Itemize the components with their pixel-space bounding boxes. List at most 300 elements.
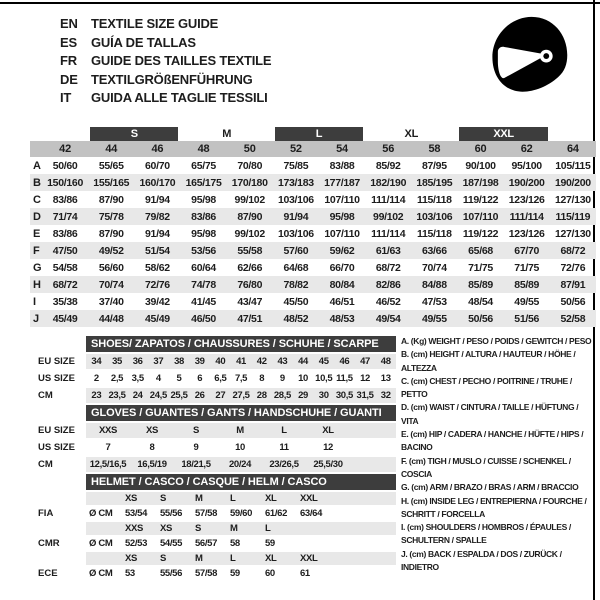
row-label bbox=[30, 522, 86, 535]
row-label: EU SIZE bbox=[38, 356, 75, 367]
gloves-row bbox=[30, 457, 402, 472]
textile-cell: 83/86 bbox=[52, 227, 78, 240]
textile-cell: 56/60 bbox=[98, 261, 124, 274]
helmet-cells bbox=[86, 567, 396, 580]
row-filler bbox=[335, 552, 396, 565]
gloves-cell: XL bbox=[322, 425, 334, 436]
shoes-cell: 24 bbox=[132, 390, 143, 401]
shoes-cell: 8 bbox=[259, 373, 265, 384]
textile-cell: 111/114 bbox=[504, 208, 550, 225]
column-header: 52 bbox=[273, 141, 319, 157]
textile-cell: 83/86 bbox=[180, 208, 226, 225]
textile-cell: 127/130 bbox=[554, 193, 591, 206]
textile-cell: 103/106 bbox=[411, 208, 457, 225]
textile-cell: 107/110 bbox=[324, 193, 360, 206]
textile-cell: 65/75 bbox=[191, 159, 216, 172]
textile-cell: 64/68 bbox=[283, 261, 309, 274]
shoes-row bbox=[30, 354, 402, 369]
textile-cell: 47/51 bbox=[227, 310, 273, 327]
helmet-row bbox=[30, 537, 402, 550]
gloves-row bbox=[30, 423, 402, 438]
helmet-cell: XXL bbox=[300, 493, 318, 504]
helmet-cell: L bbox=[230, 553, 236, 564]
textile-cell: 68/72 bbox=[375, 261, 401, 274]
shoes-table bbox=[30, 354, 402, 403]
textile-cell: 59/62 bbox=[319, 242, 365, 259]
shoes-cell: 34 bbox=[91, 356, 102, 367]
textile-cell: 68/72 bbox=[550, 242, 596, 259]
textile-cell: 41/45 bbox=[191, 295, 216, 308]
textile-cell: 115/119 bbox=[550, 208, 596, 225]
shoes-cell: 28,5 bbox=[273, 390, 291, 401]
helmet-cell: 57/58 bbox=[195, 508, 218, 519]
language-header bbox=[60, 15, 271, 108]
helmet-cell: 55/56 bbox=[160, 508, 183, 519]
gloves-cell: 7 bbox=[105, 442, 111, 453]
column-header: 64 bbox=[550, 141, 596, 157]
row-letter: B bbox=[30, 174, 42, 191]
legend-item: E. (cm) HIP / CADERA / HANCHE / HÜFTE / HIPS / BACINO bbox=[401, 429, 584, 453]
textile-cell: 87/91 bbox=[550, 276, 596, 293]
textile-cell: 51/54 bbox=[134, 242, 180, 259]
textile-cell: 85/92 bbox=[375, 159, 401, 172]
textile-cell: 45/50 bbox=[283, 295, 309, 308]
textile-cell: 127/130 bbox=[554, 227, 591, 240]
textile-cell: 75/85 bbox=[283, 159, 309, 172]
textile-cell: 44/48 bbox=[88, 310, 134, 327]
row-letter: F bbox=[30, 242, 42, 259]
gloves-cell: 9 bbox=[193, 442, 199, 453]
legend-item: A. (Kg) WEIGHT / PESO / POIDS / GEWITCH / PESO bbox=[401, 336, 592, 346]
gloves-table bbox=[30, 423, 402, 472]
textile-cell: 46/50 bbox=[180, 310, 226, 327]
row-letter: D bbox=[30, 208, 42, 225]
size-group-cell bbox=[88, 126, 180, 141]
textile-cell: 115/118 bbox=[417, 193, 452, 206]
textile-cell: 51/56 bbox=[504, 310, 550, 327]
row-filler bbox=[335, 537, 396, 550]
size-group-cell bbox=[42, 126, 88, 141]
row-label bbox=[30, 492, 86, 505]
helmet-cell: M bbox=[195, 493, 203, 504]
textile-row-F bbox=[30, 242, 596, 259]
language-code: EN bbox=[60, 16, 78, 31]
textile-cell: 65/68 bbox=[457, 242, 503, 259]
measurement-legend bbox=[401, 335, 592, 574]
size-group-m: M bbox=[222, 127, 232, 140]
gloves-cell: 8 bbox=[149, 442, 155, 453]
helmet-cell: 61 bbox=[300, 568, 310, 579]
gloves-cell: M bbox=[236, 425, 244, 436]
unit-label bbox=[86, 522, 125, 535]
row-filler bbox=[350, 440, 396, 455]
helmet-cells bbox=[86, 537, 396, 550]
shoes-cell: 47 bbox=[360, 356, 370, 367]
textile-cell: 60/64 bbox=[191, 261, 216, 274]
textile-cell: 95/98 bbox=[191, 193, 216, 206]
language-label: TEXTILGRÖßENFÜHRUNG bbox=[91, 71, 253, 87]
shoes-cell: 11,5 bbox=[336, 373, 353, 384]
textile-row-H bbox=[30, 276, 596, 293]
row-label: EU SIZE bbox=[38, 425, 75, 436]
shoes-cell: 2 bbox=[93, 373, 99, 384]
helmet-cell: M bbox=[195, 553, 203, 564]
helmet-row bbox=[30, 507, 402, 520]
helmet-cell: XL bbox=[265, 493, 277, 504]
textile-row-J bbox=[30, 310, 596, 327]
textile-cell: 150/160 bbox=[42, 174, 88, 191]
size-group-row bbox=[30, 126, 596, 141]
shoes-cell: 27 bbox=[215, 390, 226, 401]
shoes-cell: 45 bbox=[318, 356, 329, 367]
textile-cell: 99/102 bbox=[234, 227, 265, 240]
gloves-cell: 25,5/30 bbox=[313, 459, 343, 470]
textile-row-E bbox=[30, 225, 596, 242]
language-label: TEXTILE SIZE GUIDE bbox=[91, 16, 219, 31]
legend-item: J. (cm) BACK / ESPALDA / DOS / ZURÜCK / INDIETRO bbox=[401, 548, 562, 573]
helmet-row bbox=[30, 567, 402, 580]
column-header: 46 bbox=[134, 141, 180, 157]
textile-cell: 70/80 bbox=[237, 159, 263, 172]
textile-cell: 68/72 bbox=[42, 276, 88, 293]
textile-cell: 58/62 bbox=[145, 261, 170, 274]
size-group-cell bbox=[273, 126, 365, 141]
textile-cell: 85/89 bbox=[457, 276, 503, 293]
row-label: FIA bbox=[38, 508, 54, 519]
shoes-cell: 29 bbox=[298, 390, 308, 401]
row-label: US SIZE bbox=[38, 373, 75, 384]
textile-cell: 47/53 bbox=[421, 295, 447, 308]
helmet-table bbox=[30, 492, 402, 580]
shoes-cell: 25,5 bbox=[170, 390, 188, 401]
row-letter: I bbox=[33, 295, 36, 308]
shoes-cell: 28 bbox=[256, 390, 267, 401]
top-border-line bbox=[0, 2, 600, 4]
legend-item: C. (cm) CHEST / PECHO / POITRINE / TRUHE / PETTO bbox=[401, 375, 572, 400]
language-label: GUÍA DE TALLAS bbox=[91, 34, 196, 50]
textile-cell: 45/49 bbox=[134, 310, 180, 327]
helmet-table-title: HELMET / CASCO / CASQUE / HELM / CASCO bbox=[86, 474, 396, 490]
row-label: ECE bbox=[38, 568, 58, 579]
textile-cell: 50/56 bbox=[457, 310, 503, 327]
textile-cell: 123/126 bbox=[508, 193, 545, 206]
textile-cell: 187/198 bbox=[457, 174, 503, 191]
textile-cell: 90/100 bbox=[465, 159, 496, 172]
gloves-cell: 12 bbox=[323, 442, 333, 453]
textile-cell: 190/200 bbox=[504, 174, 550, 191]
textile-cell: 57/60 bbox=[273, 242, 319, 259]
textile-cell: 35/38 bbox=[52, 295, 78, 308]
textile-cell: 76/80 bbox=[227, 276, 273, 293]
size-group-xl: XL bbox=[404, 127, 419, 140]
textile-cell: 103/106 bbox=[277, 193, 314, 206]
gloves-table-title: GLOVES / GUANTES / GANTS / HANDSCHUHE / GUANTI bbox=[86, 405, 396, 421]
gloves-cell: S bbox=[193, 425, 199, 436]
language-code: DE bbox=[60, 71, 78, 87]
textile-row-D bbox=[30, 208, 596, 225]
shoes-cell: 4 bbox=[155, 373, 161, 384]
textile-row-I bbox=[30, 293, 596, 310]
textile-cell: 99/102 bbox=[365, 208, 411, 225]
size-group-xxl: XXL bbox=[459, 127, 547, 141]
textile-cell: 39/42 bbox=[145, 295, 170, 308]
helmet-cell: 58 bbox=[230, 538, 240, 549]
row-label: CM bbox=[38, 390, 53, 401]
textile-row-C bbox=[30, 191, 596, 208]
textile-cell: 177/187 bbox=[319, 174, 365, 191]
helmet-row bbox=[30, 522, 402, 535]
language-code: ES bbox=[60, 34, 77, 50]
textile-cell: 160/170 bbox=[134, 174, 180, 191]
row-letter: E bbox=[33, 227, 41, 240]
textile-cell: 155/165 bbox=[88, 174, 134, 191]
column-header: 44 bbox=[88, 141, 134, 157]
legend-item: D. (cm) WAIST / CINTURA / TAILLE / HÜFTUNG / VITA bbox=[401, 402, 579, 426]
gloves-cell: 11 bbox=[279, 442, 289, 453]
shoes-cell: 10 bbox=[298, 373, 308, 384]
textile-cell: 61/63 bbox=[365, 242, 411, 259]
language-row bbox=[60, 15, 271, 34]
textile-cell: 74/78 bbox=[180, 276, 226, 293]
textile-cell: 49/54 bbox=[365, 310, 411, 327]
unit-label: Ø CM bbox=[89, 508, 113, 519]
gloves-cells bbox=[86, 440, 396, 455]
textile-cell: 185/195 bbox=[411, 174, 457, 191]
size-group-cell bbox=[365, 126, 457, 141]
shoes-cell: 42 bbox=[256, 356, 267, 367]
textile-cell: 37/40 bbox=[98, 295, 124, 308]
shoes-cell: 35 bbox=[112, 356, 122, 367]
row-label bbox=[30, 552, 86, 565]
helmet-row bbox=[30, 492, 402, 505]
racing-helmet-icon bbox=[486, 12, 570, 107]
gloves-cell: XXS bbox=[99, 425, 117, 436]
textile-cell: 111/114 bbox=[371, 227, 406, 240]
helmet-cell: XS bbox=[125, 553, 137, 564]
helmet-cells bbox=[86, 492, 396, 505]
helmet-cell: 56/57 bbox=[195, 538, 218, 549]
textile-cell: 66/70 bbox=[329, 261, 355, 274]
row-letter: J bbox=[30, 310, 42, 327]
shoes-cell: 39 bbox=[194, 356, 205, 367]
shoes-cell: 32 bbox=[380, 390, 391, 401]
textile-cell: 87/90 bbox=[227, 208, 273, 225]
helmet-cell: 53 bbox=[125, 568, 135, 579]
row-filler bbox=[335, 492, 396, 505]
textile-cell: 48/52 bbox=[273, 310, 319, 327]
helmet-cell: 57/58 bbox=[195, 568, 218, 579]
textile-cell: 105/115 bbox=[555, 159, 591, 172]
helmet-cell: 59/60 bbox=[230, 508, 253, 519]
size-group-l: L bbox=[275, 127, 363, 141]
helmet-cell: 59 bbox=[230, 568, 240, 579]
helmet-cell: S bbox=[160, 493, 166, 504]
helmet-row bbox=[30, 552, 402, 565]
textile-row-A bbox=[30, 157, 596, 174]
shoes-cells bbox=[86, 354, 396, 369]
textile-cell: 111/114 bbox=[371, 193, 406, 206]
row-filler bbox=[350, 423, 396, 438]
legend-item: I. (cm) SHOULDERS / HOMBROS / ÉPAULES / SCHULTERN / SPALLE bbox=[401, 522, 571, 546]
textile-cell: 67/70 bbox=[504, 242, 550, 259]
shoes-cell: 2,5 bbox=[110, 373, 124, 384]
row-filler bbox=[335, 567, 396, 580]
shoes-cell: 48 bbox=[380, 356, 391, 367]
language-row bbox=[60, 71, 271, 90]
textile-cell: 115/118 bbox=[417, 227, 452, 240]
textile-cell: 91/94 bbox=[273, 208, 319, 225]
column-header-row bbox=[30, 141, 596, 157]
shoes-cell: 12 bbox=[360, 373, 370, 384]
unit-label bbox=[86, 552, 125, 565]
legend-item: H. (cm) INSIDE LEG / ENTREPIERNA / FOURCHE / SCHRITT / FORCELLA bbox=[401, 495, 587, 519]
textile-cell: 84/88 bbox=[411, 276, 457, 293]
shoes-cell: 23,5 bbox=[108, 390, 126, 401]
textile-cell: 83/86 bbox=[52, 193, 78, 206]
column-header: 60 bbox=[457, 141, 503, 157]
row-letter: G bbox=[33, 261, 42, 274]
helmet-cell: S bbox=[160, 553, 166, 564]
shoes-cell: 27,5 bbox=[232, 390, 250, 401]
textile-cell: 46/51 bbox=[329, 295, 355, 308]
textile-cell: 60/70 bbox=[145, 159, 170, 172]
textile-cell: 107/110 bbox=[457, 208, 503, 225]
row-label: US SIZE bbox=[38, 442, 75, 453]
gloves-cell: 12,5/16,5 bbox=[89, 459, 127, 470]
textile-cell: 75/78 bbox=[88, 208, 134, 225]
textile-cell: 103/106 bbox=[277, 227, 314, 240]
helmet-cell: S bbox=[195, 523, 201, 534]
shoes-cells bbox=[86, 388, 396, 403]
textile-cell: 123/126 bbox=[508, 227, 545, 240]
shoes-cell: 6 bbox=[197, 373, 203, 384]
textile-cell: 107/110 bbox=[324, 227, 360, 240]
shoes-cell: 43 bbox=[277, 356, 288, 367]
row-filler bbox=[350, 457, 396, 472]
legend-item: F. (cm) TIGH / MUSLO / CUISSE / SCHENKEL / COSCIA bbox=[401, 455, 571, 479]
gloves-cell: 23/26,5 bbox=[269, 459, 299, 470]
shoes-cell: 30,5 bbox=[335, 390, 353, 401]
textile-cell: 53/56 bbox=[180, 242, 226, 259]
textile-cell: 91/94 bbox=[145, 227, 170, 240]
size-group-spacer bbox=[30, 126, 42, 141]
helmet-cell: 53/54 bbox=[125, 508, 148, 519]
shoes-cell: 24,5 bbox=[149, 390, 167, 401]
helmet-cells bbox=[86, 552, 396, 565]
size-group-s: S bbox=[90, 127, 178, 141]
helmet-cell: XS bbox=[160, 523, 172, 534]
legend-item: G. (cm) ARM / BRAZO / BRAS / ARM / BRACCIO bbox=[401, 482, 579, 493]
row-letter: A bbox=[33, 159, 41, 172]
shoes-cell: 36 bbox=[132, 356, 143, 367]
column-header: 50 bbox=[227, 141, 273, 157]
textile-cell: 119/122 bbox=[462, 193, 499, 206]
accessory-tables-section bbox=[30, 336, 402, 580]
column-header: 62 bbox=[504, 141, 550, 157]
row-filler bbox=[335, 522, 396, 535]
textile-cell: 99/102 bbox=[234, 193, 265, 206]
column-header: 42 bbox=[42, 141, 88, 157]
shoes-cell: 13 bbox=[380, 373, 391, 384]
shoes-cell: 10,5 bbox=[315, 373, 333, 384]
textile-row-B bbox=[30, 174, 596, 191]
shoes-cell: 6,5 bbox=[214, 373, 227, 384]
gloves-row bbox=[30, 440, 402, 455]
helmet-cell: 59 bbox=[265, 538, 275, 549]
textile-cell: 72/76 bbox=[134, 276, 180, 293]
textile-cell: 50/60 bbox=[52, 159, 78, 172]
textile-cell: 49/52 bbox=[88, 242, 134, 259]
textile-cell: 48/53 bbox=[319, 310, 365, 327]
textile-cell: 63/66 bbox=[411, 242, 457, 259]
textile-cell: 71/74 bbox=[42, 208, 88, 225]
textile-cell: 173/183 bbox=[273, 174, 319, 191]
gloves-cell: 20/24 bbox=[228, 459, 252, 470]
helmet-cell: XXS bbox=[125, 523, 143, 534]
textile-cell: 62/66 bbox=[237, 261, 263, 274]
textile-cell: 95/100 bbox=[511, 159, 542, 172]
textile-cell: 87/95 bbox=[421, 159, 447, 172]
shoes-row bbox=[30, 388, 402, 403]
textile-row-G bbox=[30, 259, 596, 276]
helmet-cell: M bbox=[230, 523, 238, 534]
shoes-cell: 9 bbox=[279, 373, 285, 384]
textile-cell: 79/82 bbox=[134, 208, 180, 225]
row-label: CM bbox=[38, 459, 53, 470]
textile-cell: 45/49 bbox=[42, 310, 88, 327]
helmet-cell: XXL bbox=[300, 553, 318, 564]
unit-label bbox=[86, 492, 125, 505]
shoes-cell: 26 bbox=[194, 390, 205, 401]
shoes-cells bbox=[86, 371, 396, 386]
helmet-cell: L bbox=[230, 493, 236, 504]
textile-cell: 43/47 bbox=[237, 295, 263, 308]
helmet-cell: 63/64 bbox=[300, 508, 323, 519]
textile-cell: 70/74 bbox=[88, 276, 134, 293]
shoes-cell: 23 bbox=[91, 390, 102, 401]
textile-cell: 55/65 bbox=[98, 159, 124, 172]
helmet-cell: XL bbox=[265, 553, 277, 564]
shoes-cell: 46 bbox=[339, 356, 350, 367]
size-group-cell bbox=[550, 126, 596, 141]
textile-cell: 71/75 bbox=[468, 261, 493, 274]
gloves-cells bbox=[86, 457, 396, 472]
textile-cell: 95/98 bbox=[319, 208, 365, 225]
textile-cell: 82/86 bbox=[365, 276, 411, 293]
gloves-cell: 16,5/19 bbox=[137, 459, 167, 470]
shoes-cell: 44 bbox=[298, 356, 308, 367]
shoes-cell: 41 bbox=[236, 356, 246, 367]
helmet-cell: 55/56 bbox=[160, 568, 183, 579]
shoes-cell: 3,5 bbox=[131, 373, 144, 384]
unit-label: Ø CM bbox=[89, 538, 113, 549]
helmet-cell bbox=[300, 522, 335, 535]
textile-cell: 49/55 bbox=[514, 295, 540, 308]
language-row bbox=[60, 52, 271, 71]
textile-cell: 190/200 bbox=[550, 174, 596, 191]
helmet-cell: 61/62 bbox=[265, 508, 288, 519]
textile-cell: 46/52 bbox=[375, 295, 401, 308]
gloves-cell: 18/21,5 bbox=[181, 459, 211, 470]
language-row bbox=[60, 34, 271, 53]
textile-cell: 50/56 bbox=[560, 295, 586, 308]
shoes-cell: 7,5 bbox=[234, 373, 248, 384]
textile-size-table-section bbox=[30, 126, 596, 327]
textile-cell: 48/54 bbox=[468, 295, 493, 308]
helmet-cell: 60 bbox=[265, 568, 275, 579]
shoes-row bbox=[30, 371, 402, 386]
textile-cell: 80/84 bbox=[319, 276, 365, 293]
